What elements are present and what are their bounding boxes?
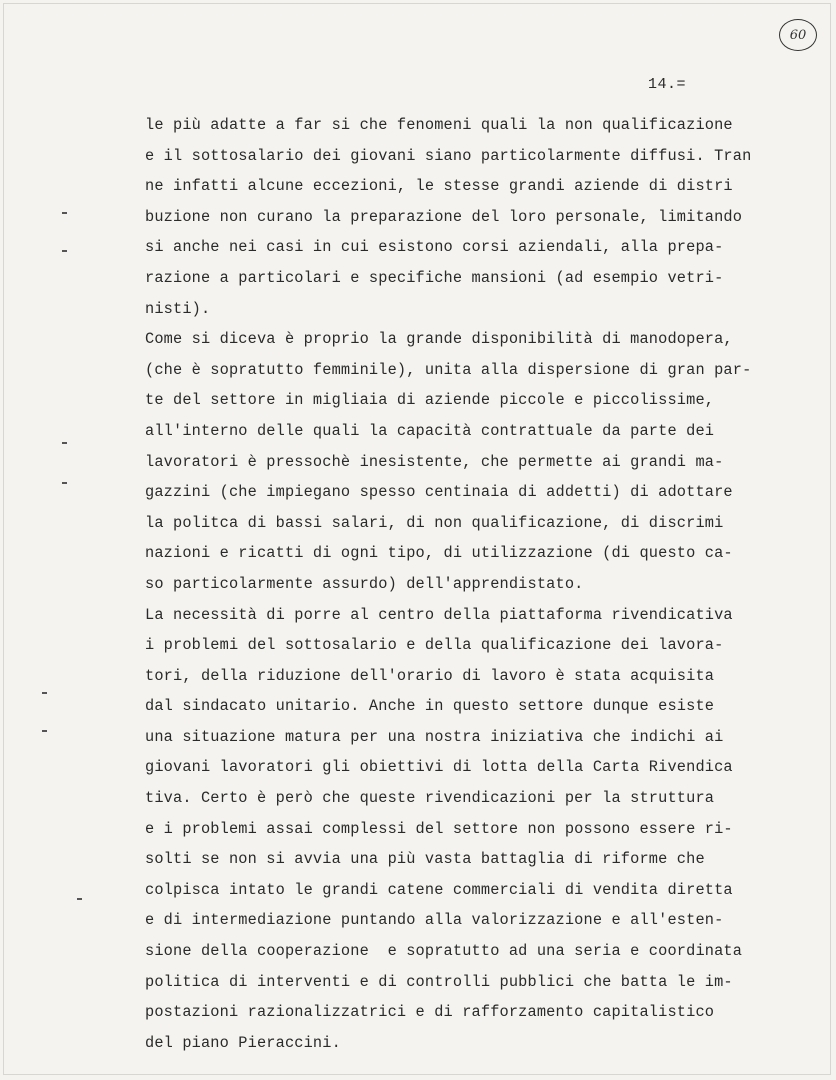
margin-mark	[42, 692, 47, 694]
text-line: del piano Pieraccini.	[145, 1033, 341, 1052]
text-line: ne infatti alcune eccezioni, le stesse grandi aziende di distri	[145, 177, 733, 196]
text-line: buzione non curano la preparazione del loro personale, limitando	[145, 207, 743, 226]
text-line: tori, della riduzione dell'orario di lavoro è stata acquisita	[145, 666, 715, 685]
text-line: giovani lavoratori gli obiettivi di lotta della Carta Rivendica	[145, 758, 733, 777]
archive-number: 60	[789, 27, 807, 43]
text-line: sione della cooperazione e sopratutto ad una seria e coordinata	[145, 942, 743, 961]
body-text	[145, 110, 785, 1058]
text-line: te del settore in migliaia di aziende piccole e piccolissime,	[145, 391, 715, 410]
text-line: dal sindacato unitario. Anche in questo settore dunque esiste	[145, 697, 715, 716]
text-line: la politca di bassi salari, di non qualificazione, di discrimi	[145, 513, 724, 532]
text-line: (che è sopratutto femminile), unita alla dispersione di gran par-	[145, 360, 752, 379]
margin-mark	[62, 442, 67, 444]
text-line: tiva. Certo è però che queste rivendicazioni per la struttura	[145, 789, 715, 808]
margin-mark	[77, 898, 82, 900]
text-line: solti se non si avvia una più vasta battaglia di riforme che	[145, 850, 705, 869]
text-line: postazioni razionalizzatrici e di rafforzamento capitalistico	[145, 1003, 715, 1022]
text-line: so particolarmente assurdo) dell'apprendistato.	[145, 574, 584, 593]
text-line: razione a particolari e specifiche mansioni (ad esempio vetri-	[145, 268, 724, 287]
text-line: nazioni e ricatti di ogni tipo, di utilizzazione (di questo ca-	[145, 544, 733, 563]
text-line: e i problemi assai complessi del settore non possono essere ri-	[145, 819, 733, 838]
text-line: politica di interventi e di controlli pubblici che batta le im-	[145, 972, 733, 991]
text-line: una situazione matura per una nostra iniziativa che indichi ai	[145, 727, 724, 746]
margin-mark	[42, 730, 47, 732]
text-line: La necessità di porre al centro della piattaforma rivendicativa	[145, 605, 733, 624]
page-number: 14.=	[648, 76, 687, 93]
margin-mark	[62, 212, 67, 214]
text-line: i problemi del sottosalario e della qualificazione dei lavora-	[145, 636, 724, 655]
text-line: nisti).	[145, 299, 211, 318]
text-line: e di intermediazione puntando alla valorizzazione e all'esten-	[145, 911, 724, 930]
text-line: le più adatte a far si che fenomeni quali la non qualificazione	[145, 116, 733, 134]
text-line: all'interno delle quali la capacità contrattuale da parte dei	[145, 421, 715, 440]
text-line: gazzini (che impiegano spesso centinaia di addetti) di adottare	[145, 483, 733, 502]
text-line: si anche nei casi in cui esistono corsi aziendali, alla prepa-	[145, 238, 724, 257]
text-line: colpisca intato le grandi catene commerciali di vendita diretta	[145, 880, 733, 899]
archive-number-stamp	[779, 19, 817, 51]
margin-mark	[62, 482, 67, 484]
text-line: Come si diceva è proprio la grande disponibilità di manodopera,	[145, 330, 733, 349]
text-line: lavoratori è pressochè inesistente, che permette ai grandi ma-	[145, 452, 724, 471]
margin-mark	[62, 250, 67, 252]
text-line: e il sottosalario dei giovani siano particolarmente diffusi. Tran	[145, 146, 752, 165]
